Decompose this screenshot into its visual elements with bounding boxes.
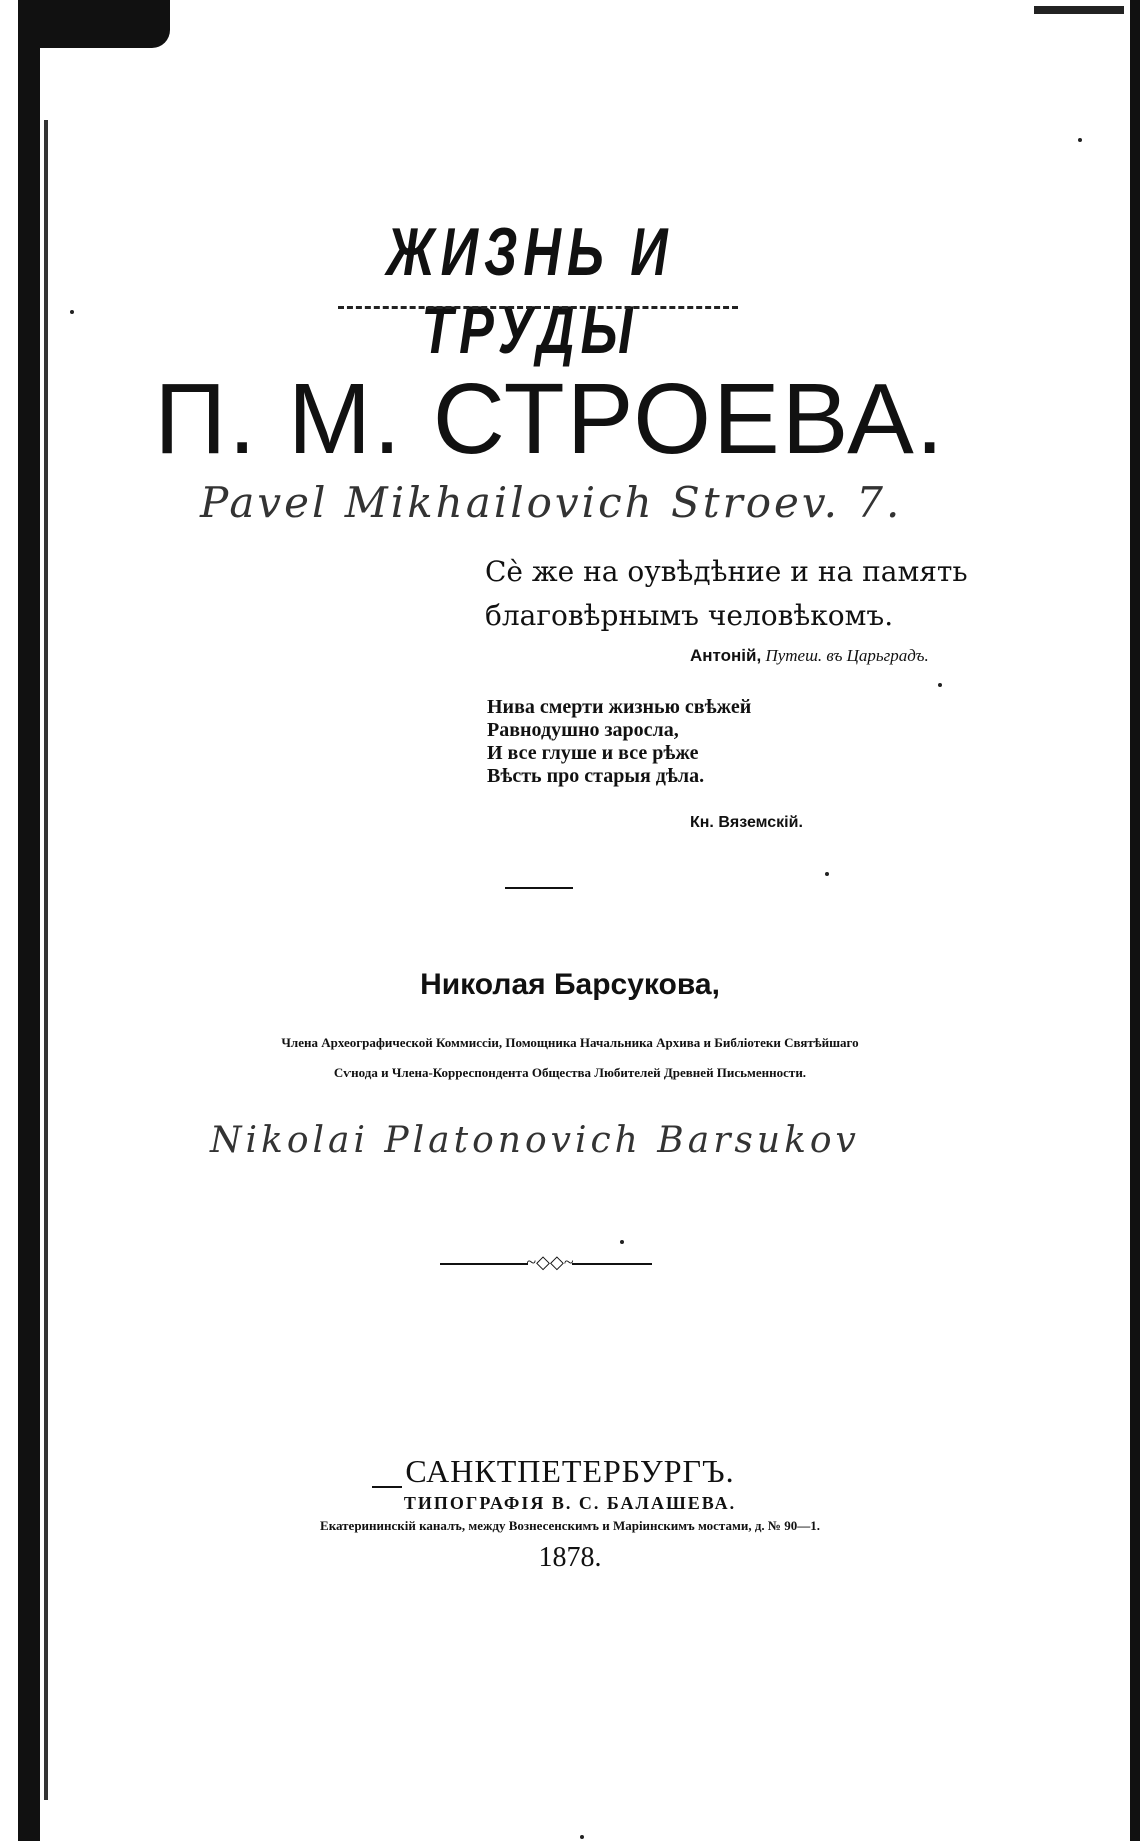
epigraph-one-source-work: Путеш. въ Царьградъ. (765, 646, 929, 665)
imprint-city: САНКТПЕТЕРБУРГЪ. (405, 1453, 735, 1489)
author-titles (100, 1028, 1040, 1088)
ornament-rule-right (572, 1263, 652, 1265)
epigraph-one-line1: Сѐ же на оувѣдѣние и на память (485, 555, 968, 588)
author-titles-line2: Сѵнода и Члена-Корреспондента Общества Любителей Древней Письменности. (333, 1065, 807, 1080)
city-underline-mark (372, 1486, 402, 1488)
scan-speck (620, 1240, 624, 1244)
epigraph-two-line: Равнодушно заросла, (487, 719, 679, 741)
title-dashed-rule (338, 306, 738, 309)
epigraph-two (487, 696, 751, 788)
ornament-rule-left (440, 1263, 528, 1265)
scan-corner-shadow (40, 0, 170, 48)
author-name: Николая Барсукова, (420, 968, 720, 1001)
handwritten-annotation-bottom: Nikolai Platonovich Barsukov (210, 1120, 860, 1161)
epigraph-one (485, 550, 968, 638)
epigraph-one-source-name: Антоній, (690, 646, 762, 665)
author-titles-line1: Члена Археографической Коммиссіи, Помощника Начальника Архива и Библіотеки Святѣйшаго (281, 1035, 859, 1050)
ornament-glyph: ~◇◇~ (526, 1252, 574, 1272)
book-title-small: ЖИЗНЬ И ТРУДЫ (386, 215, 674, 369)
scan-speck (938, 683, 942, 687)
epigraph-one-line2: благовѣрнымъ человѣкомъ. (485, 599, 894, 632)
epigraph-two-line: Нива смерти жизнью свѣжей (487, 696, 752, 718)
imprint-printer: ТИПОГРАФІЯ В. С. БАЛАШЕВА. (403, 1493, 737, 1513)
scan-speck (70, 310, 74, 314)
scan-speck (580, 1835, 584, 1839)
scan-speck (1078, 138, 1082, 142)
handwritten-annotation-top: Pavel Mikhailovich Stroev. 7. (200, 478, 903, 527)
imprint-year: 1878. (538, 1542, 602, 1573)
epigraph-one-source (690, 646, 929, 666)
epigraph-two-source: Кн. Вяземскій. (690, 814, 803, 831)
epigraph-two-line: Вѣсть про старыя дѣла. (487, 765, 705, 787)
scan-speck (825, 872, 829, 876)
book-title-main: П. М. СТРОЕВА. (154, 363, 946, 475)
epigraph-two-line: И все глуше и все рѣже (487, 742, 699, 764)
section-divider (505, 887, 573, 889)
scan-top-mark (1034, 6, 1124, 14)
imprint-address: Екатерининскій каналъ, между Вознесенскимъ и Маріинскимъ мостами, д. № 90—1. (320, 1518, 820, 1533)
